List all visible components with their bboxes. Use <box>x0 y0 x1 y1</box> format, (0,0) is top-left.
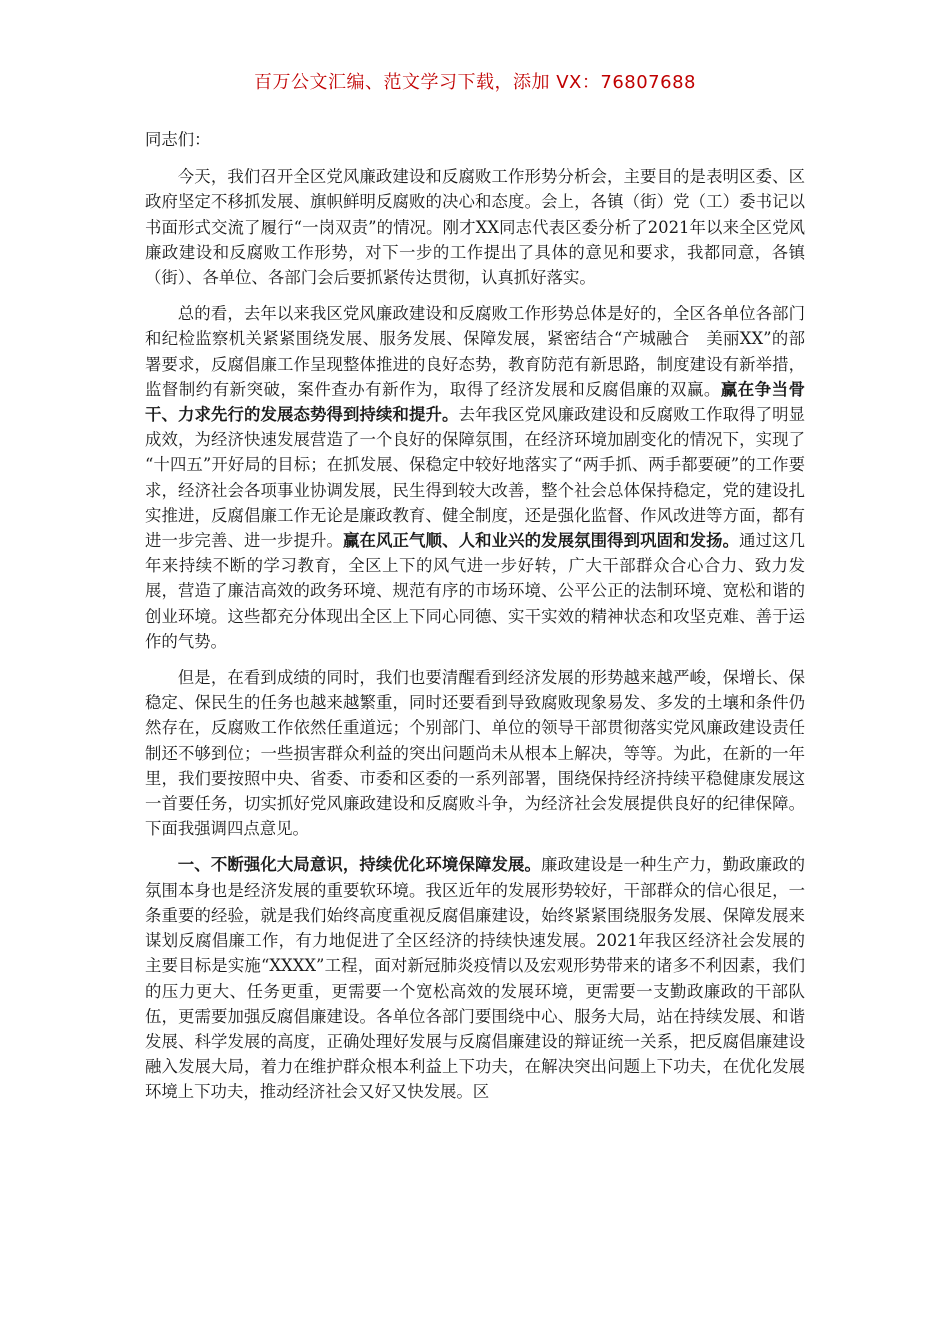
paragraph-2-text-c: 去年我区党风廉政建设和反腐败工作取得了明显成效，为经济快速发展营造了一个良好的保障氛围，在经济环境加剧变化的情况下，实现了 “十四五”开好局的目标；在抓发展、保稳定中较好地落实了“两手抓、两手都要硬”的工作要求，经济社会各项事业协调发展，民生得到较大改善，整个社会总体保持稳定，党的建设扎实推进，反腐倡廉工作无论是廉政教育、健全制度，还是强化监督、作风改进等方面，都有进一步完善、进一步提升。 <box>145 405 806 551</box>
paragraph-2-text-a: 总的看，去年以来我区党风廉政建设和反腐败工作形势总体是好的，全区各单位各部门和纪检监察机关紧紧围绕发展、服务发展、保障发展，紧密结合“产城融合 美丽XX”的部署要求，反腐倡廉工作呈现整体推进的良好态势，教育防范有新思路，制度建设有新举措，监督制约有新突破，案件查办有新作为，取得了经济发展和反腐倡廉的双赢。 <box>145 304 805 399</box>
paragraph-3: 但是，在看到成绩的同时，我们也要清醒看到经济发展的形势越来越严峻，保增长、保稳定、保民生的任务也越来越繁重，同时还要看到导致腐败现象易发、多发的土壤和条件仍然存在，反腐败工作依然任重道远；个别部门、单位的领导干部贯彻落实党风廉政建设责任制还不够到位；一些损害群众利益的突出问题尚未从根本上解决，等等。为此，在新的一年里，我们要按照中央、省委、市委和区委的一系列部署，围绕保持经济持续平稳健康发展这一首要任务，切实抓好党风廉政建设和反腐败斗争，为经济社会发展提供良好的纪律保障。下面我强调四点意见。 <box>145 668 805 839</box>
paragraph-2 <box>145 301 805 654</box>
header-banner: 百万公文汇编、范文学习下载，添加 VX：76807688 <box>254 72 696 93</box>
salutation: 同志们： <box>145 130 211 149</box>
section-1-heading: 一、不断强化大局意识，持续优化环境保障发展。 <box>177 855 541 875</box>
document-body <box>145 127 805 1116</box>
paragraph-2-text-e: 通过这几年来持续不断的学习教育，全区上下的风气进一步好转，广大干部群众合心合力、致力发展，营造了廉洁高效的政务环境、规范有序的市场环境、公平公正的法制环境、宽松和谐的创业环境。这些都充分体现出全区上下同心同德、实干实效的精神状态和攻坚克难、善于运作的气势。 <box>145 531 806 651</box>
section-1-text: 廉政建设是一种生产力，勤政廉政的氛围本身也是经济发展的重要软环境。我区近年的发展形势较好，干部群众的信心很足，一条重要的经验，就是我们始终高度重视反腐倡廉建设，始终紧紧围绕服务发展、保障发展来谋划反腐倡廉工作，有力地促进了全区经济的持续快速发展。2021年我区经济社会发展的主要目标是实施“XXXX”工程，面对新冠肺炎疫情以及宏观形势带来的诸多不利因素，我们的压力更大、任务更重，更需要一个宽松高效的发展环境，更需要一支勤政廉政的干部队伍，更需要加强反腐倡廉建设。各单位各部门要围绕中心、服务大局，站在持续发展、和谐发展、科学发展的高度，正确处理好发展与反腐倡廉建设的辩证统一关系，把反腐倡廉建设融入发展大局，着力在维护群众根本利益上下功夫，在解决突出问题上下功夫，在优化发展环境上下功夫，推动经济社会又好又快发展。区 <box>145 855 806 1102</box>
paragraph-1: 今天，我们召开全区党风廉政建设和反腐败工作形势分析会，主要目的是表明区委、区政府坚定不移抓发展、旗帜鲜明反腐败的决心和态度。会上，各镇（街）党（工）委书记以书面形式交流了履行“一岗双责”的情况。刚才XX同志代表区委分析了2021年以来全区党风廉政建设和反腐败工作形势，对下一步的工作提出了具体的意见和要求，我都同意，各镇（街）、各单位、各部门会后要抓紧传达贯彻，认真抓好落实。 <box>145 167 805 288</box>
paragraph-2-heading-b: 赢在争当骨干、力求先行的发展态势得到持续和提升。 <box>145 379 805 425</box>
paragraph-4 <box>145 852 805 1104</box>
paragraph-2-heading-d: 赢在风正气顺、人和业兴的发展氛围得到巩固和发扬。 <box>343 531 740 551</box>
